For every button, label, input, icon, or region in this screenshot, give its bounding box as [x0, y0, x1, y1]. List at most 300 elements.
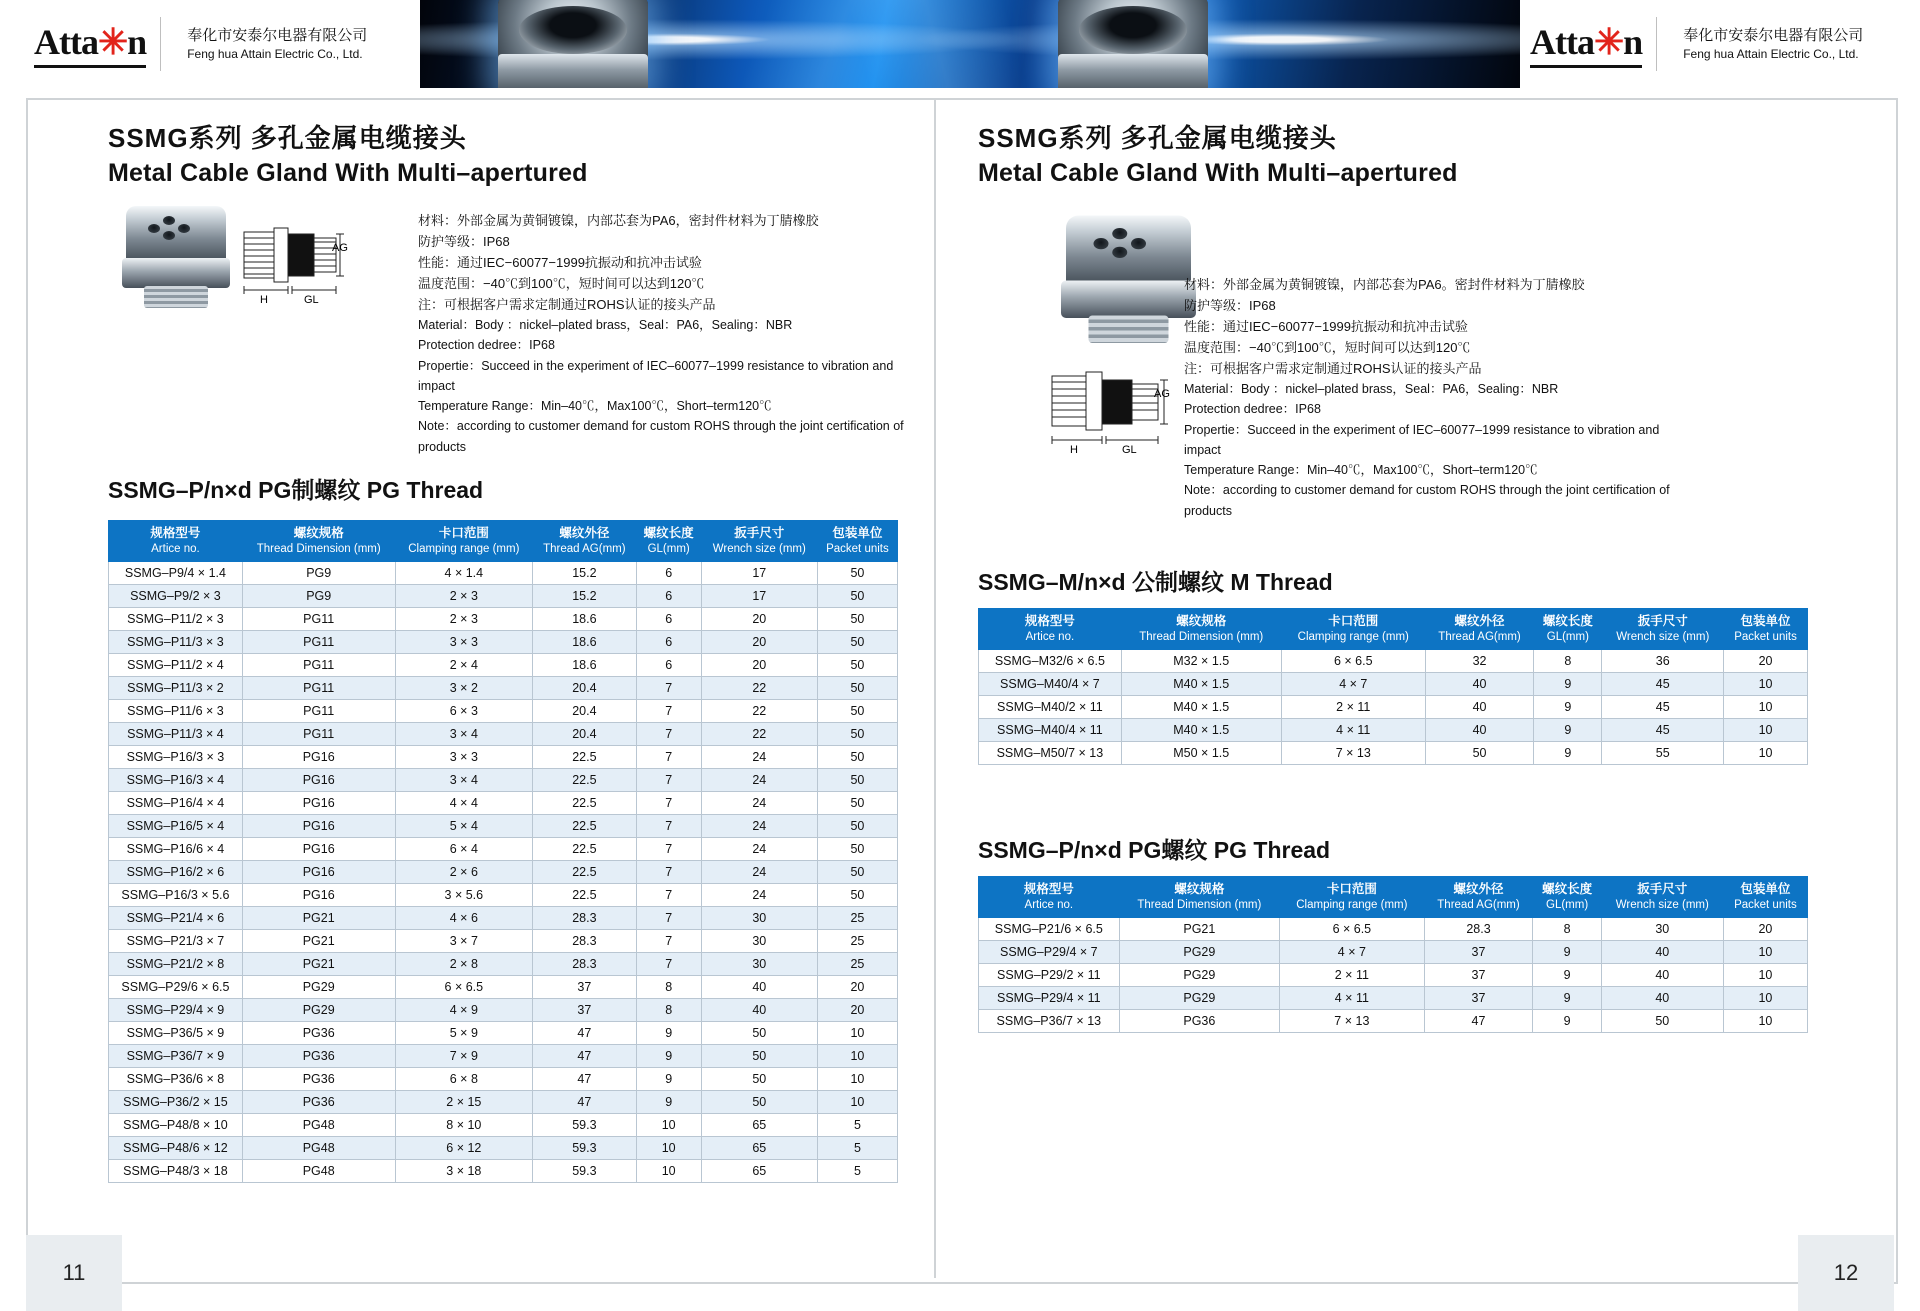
cell-3: 37 [1424, 987, 1533, 1010]
cell-6: 50 [817, 585, 897, 608]
col-header-en: Thread Dimension (mm) [1139, 630, 1264, 643]
cell-1: PG48 [242, 1114, 395, 1137]
spec-en-2-right: Protection dedree：IP68 [1184, 402, 1321, 417]
cell-3: 37 [1424, 964, 1533, 987]
cell-2: 6 × 6.5 [395, 976, 533, 999]
cell-5: 40 [1601, 987, 1723, 1010]
cell-0: SSMG–P29/2 × 11 [979, 964, 1120, 987]
cell-0: SSMG–P16/4 × 4 [109, 792, 243, 815]
col-header-en: Thread Dimension (mm) [1137, 898, 1262, 911]
col-header-en: Packet units [826, 542, 889, 555]
cell-5: 36 [1602, 650, 1724, 673]
col-header-5 [1602, 609, 1724, 650]
table-row [109, 585, 898, 608]
cell-1: PG29 [1119, 987, 1279, 1010]
table-row [979, 742, 1808, 765]
table-body [979, 918, 1808, 1033]
cell-2: 2 × 3 [395, 608, 533, 631]
spec-cn-3-right: 性能：通过IEC−60077−1999抗振动和抗冲击试验 [1184, 319, 1468, 335]
cell-2: 5 × 9 [395, 1022, 533, 1045]
cell-6: 50 [817, 815, 897, 838]
col-header-cn: 螺纹规格 [1176, 614, 1227, 628]
cell-3: 22.5 [533, 815, 637, 838]
cell-0: SSMG–P36/6 × 8 [109, 1068, 243, 1091]
banner-product-right [1058, 0, 1208, 88]
cell-6: 10 [1724, 742, 1808, 765]
label-gl-left: GL [304, 294, 319, 306]
col-header-3 [1424, 877, 1533, 918]
cell-0: SSMG–P36/7 × 13 [979, 1010, 1120, 1033]
cell-1: PG11 [242, 654, 395, 677]
brand-wordmark: Atta✳n [34, 21, 147, 62]
company-name-cn: 奉化市安泰尔电器有限公司 [187, 26, 368, 44]
cell-3: 22.5 [533, 861, 637, 884]
cell-5: 24 [701, 769, 817, 792]
cell-3: 28.3 [533, 930, 637, 953]
cell-0: SSMG–P48/3 × 18 [109, 1160, 243, 1183]
cell-6: 50 [817, 654, 897, 677]
banner-image [418, 0, 1523, 88]
cell-6: 50 [817, 700, 897, 723]
cell-6: 50 [817, 746, 897, 769]
cell-4: 9 [636, 1045, 701, 1068]
cell-4: 9 [1534, 719, 1602, 742]
cell-4: 10 [636, 1137, 701, 1160]
cell-5: 30 [701, 930, 817, 953]
cell-0: SSMG–M32/6 × 6.5 [979, 650, 1122, 673]
cell-5: 22 [701, 677, 817, 700]
cell-0: SSMG–P21/2 × 8 [109, 953, 243, 976]
col-header-en: Clamping range (mm) [408, 542, 520, 555]
cell-1: PG21 [242, 930, 395, 953]
cell-4: 7 [636, 907, 701, 930]
label-ag-left: AG [332, 242, 348, 254]
cell-0: SSMG–P16/3 × 4 [109, 769, 243, 792]
cell-6: 10 [1723, 964, 1807, 987]
cell-1: PG48 [242, 1137, 395, 1160]
cell-4: 7 [636, 746, 701, 769]
cell-0: SSMG–P16/6 × 4 [109, 838, 243, 861]
cell-3: 22.5 [533, 769, 637, 792]
col-header-en: Thread AG(mm) [1438, 630, 1521, 643]
cell-1: PG36 [242, 1022, 395, 1045]
cell-3: 37 [1424, 941, 1533, 964]
cell-2: 3 × 2 [395, 677, 533, 700]
cell-0: SSMG–P29/4 × 11 [979, 987, 1120, 1010]
cell-5: 17 [701, 585, 817, 608]
col-header-1 [1121, 609, 1281, 650]
col-header-1 [242, 521, 395, 562]
spec-en-4-right: Temperature Range：Min–40℃，Max100℃，Short–term120℃ [1184, 463, 1538, 478]
table-row [109, 769, 898, 792]
cell-5: 65 [701, 1114, 817, 1137]
spec-cn-2-right: 防护等级：IP68 [1184, 298, 1276, 314]
cell-2: 6 × 6.5 [1280, 918, 1425, 941]
cell-1: PG16 [242, 769, 395, 792]
cell-4: 7 [636, 700, 701, 723]
cell-4: 8 [636, 976, 701, 999]
cell-4: 9 [1533, 941, 1601, 964]
cell-2: 4 × 7 [1280, 941, 1425, 964]
brand-wordmark-right: Atta✳n [1530, 21, 1643, 62]
cell-2: 8 × 10 [395, 1114, 533, 1137]
cell-2: 6 × 4 [395, 838, 533, 861]
logo-divider-right [1656, 17, 1657, 71]
cell-1: PG16 [242, 746, 395, 769]
cell-2: 3 × 4 [395, 769, 533, 792]
cell-3: 47 [533, 1045, 637, 1068]
cell-2: 7 × 9 [395, 1045, 533, 1068]
cell-1: M40 × 1.5 [1121, 673, 1281, 696]
col-header-1 [1119, 877, 1279, 918]
cell-5: 50 [1601, 1010, 1723, 1033]
cell-0: SSMG–P11/6 × 3 [109, 700, 243, 723]
spec-cn-3: 性能：通过IEC−60077−1999抗振动和抗冲击试验 [418, 255, 702, 271]
left-title-cn: SSMG系列 多孔金属电缆接头 [108, 123, 467, 153]
col-header-5 [701, 521, 817, 562]
cell-0: SSMG–P9/4 × 1.4 [109, 562, 243, 585]
cell-2: 4 × 11 [1281, 719, 1425, 742]
cell-6: 5 [817, 1114, 897, 1137]
cell-5: 20 [701, 654, 817, 677]
cell-6: 10 [817, 1022, 897, 1045]
cell-3: 47 [533, 1022, 637, 1045]
cell-6: 25 [817, 953, 897, 976]
table-row [109, 1045, 898, 1068]
table-row [979, 696, 1808, 719]
col-header-en: Wrench size (mm) [1616, 630, 1710, 643]
table-row [109, 700, 898, 723]
cell-2: 2 × 11 [1281, 696, 1425, 719]
cell-2: 3 × 3 [395, 631, 533, 654]
right-title-cn: SSMG系列 多孔金属电缆接头 [978, 123, 1337, 153]
cell-0: SSMG–P48/6 × 12 [109, 1137, 243, 1160]
cell-2: 2 × 11 [1280, 964, 1425, 987]
cell-2: 6 × 8 [395, 1068, 533, 1091]
cell-3: 28.3 [1424, 918, 1533, 941]
cell-4: 6 [636, 585, 701, 608]
cell-0: SSMG–M50/7 × 13 [979, 742, 1122, 765]
cell-5: 50 [701, 1022, 817, 1045]
table-row [109, 654, 898, 677]
cell-4: 6 [636, 562, 701, 585]
label-h-left: H [260, 294, 268, 306]
table-row [109, 1091, 898, 1114]
cell-6: 20 [1723, 918, 1807, 941]
cell-6: 20 [817, 999, 897, 1022]
col-header-cn: 螺纹长度 [643, 526, 694, 540]
spec-en-5-right: Note：according to customer demand for custom ROHS through the joint certification of products [1184, 483, 1670, 518]
cell-0: SSMG–P11/2 × 4 [109, 654, 243, 677]
label-h-right: H [1070, 444, 1078, 456]
col-header-en: GL(mm) [1546, 630, 1589, 643]
cell-1: PG29 [242, 976, 395, 999]
cell-2: 6 × 3 [395, 700, 533, 723]
pg-thread-table-right [978, 876, 1808, 1033]
col-header-en: Wrench size (mm) [1615, 898, 1709, 911]
cell-2: 4 × 6 [395, 907, 533, 930]
table-row [109, 999, 898, 1022]
cell-1: PG36 [1119, 1010, 1279, 1033]
col-header-en: Artice no. [1024, 898, 1074, 911]
spec-en-3-right: Propertie：Succeed in the experiment of IEC–60077–1999 resistance to vibration and impact [1184, 422, 1660, 457]
cell-4: 9 [1534, 742, 1602, 765]
col-header-en: Thread AG(mm) [543, 542, 626, 555]
cell-0: SSMG–P16/3 × 3 [109, 746, 243, 769]
cell-3: 37 [533, 999, 637, 1022]
cell-0: SSMG–P29/4 × 9 [109, 999, 243, 1022]
cell-6: 50 [817, 677, 897, 700]
col-header-4 [636, 521, 701, 562]
cell-0: SSMG–P11/3 × 2 [109, 677, 243, 700]
cell-1: PG16 [242, 838, 395, 861]
cell-3: 15.2 [533, 562, 637, 585]
table-row [109, 838, 898, 861]
cell-1: M32 × 1.5 [1121, 650, 1281, 673]
spec-en-1-right: Material：Body ：nickel–plated brass，Seal：PA6，Sealing：NBR [1184, 382, 1559, 397]
banner-product-left [498, 0, 648, 88]
cell-4: 7 [636, 815, 701, 838]
cell-2: 4 × 1.4 [395, 562, 533, 585]
col-header-cn: 包装单位 [832, 526, 883, 540]
cell-1: PG11 [242, 608, 395, 631]
page-number-left: 11 [26, 1235, 122, 1311]
col-header-cn: 扳手尺寸 [1637, 614, 1688, 628]
table-row [109, 608, 898, 631]
spec-cn-2: 防护等级：IP68 [418, 234, 510, 250]
cell-4: 9 [636, 1068, 701, 1091]
cell-6: 5 [817, 1137, 897, 1160]
cell-4: 9 [1533, 964, 1601, 987]
cell-6: 10 [817, 1045, 897, 1068]
cell-4: 7 [636, 953, 701, 976]
table-row [109, 907, 898, 930]
cell-0: SSMG–P48/8 × 10 [109, 1114, 243, 1137]
cell-5: 22 [701, 700, 817, 723]
right-title-en: Metal Cable Gland With Multi–apertured [978, 159, 1458, 187]
pg-thread-table-left [108, 520, 898, 1183]
cell-2: 5 × 4 [395, 815, 533, 838]
cell-1: PG11 [242, 723, 395, 746]
cell-2: 2 × 15 [395, 1091, 533, 1114]
cell-1: PG11 [242, 700, 395, 723]
cell-2: 2 × 3 [395, 585, 533, 608]
dimension-drawing-left [236, 218, 346, 318]
cell-3: 18.6 [533, 631, 637, 654]
cell-3: 20.4 [533, 677, 637, 700]
cell-6: 20 [817, 976, 897, 999]
cell-0: SSMG–P21/3 × 7 [109, 930, 243, 953]
cell-2: 2 × 4 [395, 654, 533, 677]
cell-4: 6 [636, 608, 701, 631]
cell-1: PG16 [242, 884, 395, 907]
col-header-cn: 卡口范围 [1328, 614, 1379, 628]
table-row [979, 673, 1808, 696]
table-row [109, 723, 898, 746]
cell-4: 8 [1533, 918, 1601, 941]
cell-6: 10 [817, 1091, 897, 1114]
spec-en-3: Propertie：Succeed in the experiment of IEC–60077–1999 resistance to vibration and impact [418, 358, 894, 393]
col-header-4 [1534, 609, 1602, 650]
cell-6: 10 [1723, 941, 1807, 964]
cell-6: 10 [817, 1068, 897, 1091]
product-photo-left [118, 200, 236, 312]
cell-4: 7 [636, 884, 701, 907]
page-sheet [26, 98, 1898, 1284]
logo-divider [160, 17, 161, 71]
cell-0: SSMG–M40/2 × 11 [979, 696, 1122, 719]
spec-en-2: Protection dedree：IP68 [418, 338, 555, 353]
cell-5: 24 [701, 792, 817, 815]
cell-6: 25 [817, 930, 897, 953]
cell-0: SSMG–P36/2 × 15 [109, 1091, 243, 1114]
table-row [109, 677, 898, 700]
cell-5: 40 [701, 999, 817, 1022]
cell-5: 50 [701, 1091, 817, 1114]
spec-cn-5: 注：可根据客户需求定制通过ROHS认证的接头产品 [418, 297, 716, 313]
col-header-en: Thread Dimension (mm) [256, 542, 381, 555]
cell-4: 9 [1534, 696, 1602, 719]
cell-4: 9 [1533, 1010, 1601, 1033]
cell-6: 50 [817, 792, 897, 815]
product-photo-right [1056, 208, 1204, 348]
cell-5: 40 [1601, 941, 1723, 964]
company-name-cn-right: 奉化市安泰尔电器有限公司 [1683, 26, 1864, 44]
cell-3: 20.4 [533, 700, 637, 723]
cell-2: 3 × 4 [395, 723, 533, 746]
cell-0: SSMG–P11/3 × 3 [109, 631, 243, 654]
col-header-en: GL(mm) [647, 542, 690, 555]
col-header-cn: 规格型号 [1024, 614, 1075, 628]
cell-3: 28.3 [533, 953, 637, 976]
col-header-cn: 螺纹外径 [1453, 882, 1504, 896]
table-row [109, 884, 898, 907]
cell-5: 24 [701, 838, 817, 861]
cell-0: SSMG–P16/5 × 4 [109, 815, 243, 838]
cell-6: 25 [817, 907, 897, 930]
cell-1: PG9 [242, 562, 395, 585]
spec-en-1: Material：Body ：nickel–plated brass，Seal：PA6，Sealing：NBR [418, 318, 793, 333]
table-row [109, 976, 898, 999]
cell-3: 18.6 [533, 654, 637, 677]
spec-en-4: Temperature Range：Min–40℃，Max100℃，Short–term120℃ [418, 399, 772, 414]
col-header-cn: 包装单位 [1740, 614, 1791, 628]
table-row [109, 631, 898, 654]
cell-5: 30 [1601, 918, 1723, 941]
cell-2: 2 × 8 [395, 953, 533, 976]
cell-5: 24 [701, 884, 817, 907]
table-row [979, 650, 1808, 673]
col-header-en: Artice no. [151, 542, 200, 555]
cell-4: 7 [636, 769, 701, 792]
col-header-cn: 卡口范围 [1326, 882, 1377, 896]
cell-5: 65 [701, 1160, 817, 1183]
cell-4: 8 [1534, 650, 1602, 673]
cell-6: 10 [1723, 1010, 1807, 1033]
table-row [109, 746, 898, 769]
cell-4: 6 [636, 654, 701, 677]
col-header-cn: 扳手尺寸 [734, 526, 785, 540]
cell-1: PG29 [242, 999, 395, 1022]
cell-6: 10 [1723, 987, 1807, 1010]
cell-3: 18.6 [533, 608, 637, 631]
cell-3: 59.3 [533, 1137, 637, 1160]
cell-4: 7 [636, 792, 701, 815]
col-header-cn: 螺纹长度 [1542, 882, 1593, 896]
cell-5: 50 [701, 1068, 817, 1091]
cell-3: 59.3 [533, 1160, 637, 1183]
table-row [109, 930, 898, 953]
cell-1: PG36 [242, 1068, 395, 1091]
cell-5: 45 [1602, 673, 1724, 696]
col-header-en: Packet units [1734, 898, 1797, 911]
cell-2: 4 × 4 [395, 792, 533, 815]
cell-2: 4 × 9 [395, 999, 533, 1022]
col-header-2 [395, 521, 533, 562]
cell-1: PG36 [242, 1091, 395, 1114]
col-header-2 [1280, 877, 1425, 918]
cell-5: 20 [701, 631, 817, 654]
cell-5: 24 [701, 861, 817, 884]
table-row [109, 815, 898, 838]
cell-1: M40 × 1.5 [1121, 719, 1281, 742]
col-header-3 [1425, 609, 1533, 650]
dimension-drawing-right [1044, 362, 1174, 462]
logo-left [0, 0, 420, 88]
spec-cn-4: 温度范围：−40℃到100℃，短时间可以达到120℃ [418, 276, 705, 292]
cell-2: 3 × 7 [395, 930, 533, 953]
label-ag-right: AG [1154, 388, 1170, 400]
cell-0: SSMG–P16/2 × 6 [109, 861, 243, 884]
cell-2: 3 × 18 [395, 1160, 533, 1183]
table-row [979, 964, 1808, 987]
table-header-row [979, 609, 1808, 650]
cell-3: 22.5 [533, 792, 637, 815]
col-header-en: Thread AG(mm) [1437, 898, 1520, 911]
cell-3: 40 [1425, 719, 1533, 742]
col-header-en: Artice no. [1025, 630, 1075, 643]
cell-1: M40 × 1.5 [1121, 696, 1281, 719]
cell-1: PG48 [242, 1160, 395, 1183]
spec-text-left [418, 210, 918, 457]
col-header-6 [817, 521, 897, 562]
cell-3: 22.5 [533, 746, 637, 769]
cell-6: 50 [817, 861, 897, 884]
table-row [109, 1114, 898, 1137]
table-row [109, 1068, 898, 1091]
cell-5: 45 [1602, 696, 1724, 719]
col-header-cn: 扳手尺寸 [1637, 882, 1688, 896]
col-header-cn: 卡口范围 [438, 526, 489, 540]
col-header-en: Clamping range (mm) [1296, 898, 1408, 911]
col-header-cn: 螺纹外径 [559, 526, 610, 540]
cell-4: 9 [636, 1091, 701, 1114]
cell-1: PG36 [242, 1045, 395, 1068]
cell-5: 65 [701, 1137, 817, 1160]
col-header-cn: 规格型号 [150, 526, 201, 540]
cell-6: 50 [817, 631, 897, 654]
col-header-0 [979, 877, 1120, 918]
col-header-cn: 包装单位 [1740, 882, 1791, 896]
page-number-right: 12 [1798, 1235, 1894, 1311]
cell-0: SSMG–M40/4 × 7 [979, 673, 1122, 696]
cell-3: 37 [533, 976, 637, 999]
spec-en-5: Note：according to customer demand for custom ROHS through the joint certification of products [418, 419, 904, 454]
cell-1: PG29 [1119, 941, 1279, 964]
cell-5: 20 [701, 608, 817, 631]
cell-5: 50 [701, 1045, 817, 1068]
table-head [109, 521, 898, 562]
